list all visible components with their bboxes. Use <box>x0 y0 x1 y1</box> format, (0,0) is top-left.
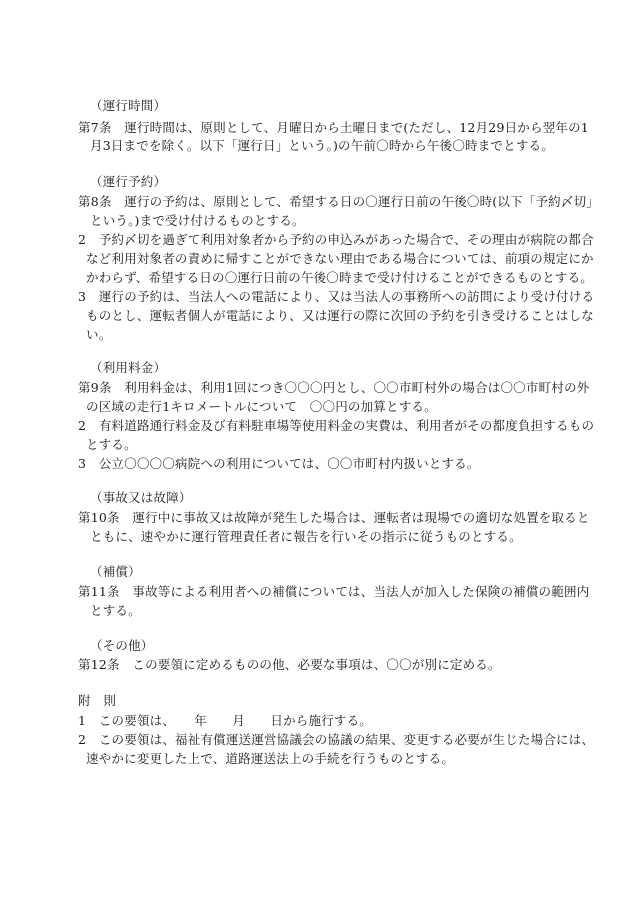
article-9-para-3-line-1: 3 公立〇〇〇〇病院への利用については、〇〇市町村内扱いとする。 <box>78 456 480 471</box>
article-10-line-1: 第10条 運行中に事故又は故障が発生した場合は、運転者は現場での適切な処置を取ると <box>78 510 590 525</box>
article-8-line-1: 第8条 運行の予約は、原則として、希望する日の〇運行日前の午後〇時(以下「予約〆切」 <box>78 194 599 209</box>
article-8-line-2: という。)まで受け付けるものとする。 <box>90 213 305 228</box>
article-8-para-3-line-2: ものとし、運転者個人が電話により、又は運行の際に次回の予約を引き受けることはしな <box>86 308 595 323</box>
supplementary-para-2-line-1: 2 この要領は、福祉有償運送運営協議会の協議の結果、変更する必要が生じた場合には、 <box>78 732 595 747</box>
article-8-para-3-line-1: 3 運行の予約は、当法人への電話により、又は当法人の事務所への訪問により受け付ける <box>78 289 595 304</box>
article-9-para-2-line-1: 2 有料道路通行料金及び有料駐車場等使用料金の実費は、利用者がその都度負担するもの <box>78 418 595 433</box>
article-11-heading: （補償） <box>90 564 141 579</box>
article-9-para-2-line-2: とする。 <box>86 437 137 452</box>
article-11-line-2: とする。 <box>90 603 141 618</box>
article-10-line-2: ともに、速やかに運行管理責任者に報告を行いその指示に従うものとする。 <box>90 529 522 544</box>
article-9-line-1: 第9条 利用料金は、利用1回につき〇〇〇円とし、〇〇市町村外の場合は〇〇市町村の外 <box>78 380 590 395</box>
article-10-heading: （事故又は故障） <box>90 490 192 505</box>
article-8-para-2-line-3: かわらず、希望する日の〇運行日前の午後〇時まで受け付けることができるものとする。 <box>86 270 594 285</box>
article-7-heading: （運行時間） <box>90 98 167 113</box>
article-7-line-2: 月3日までを除く。以下「運行日」という。)の午前〇時から午後〇時までとする。 <box>90 138 554 153</box>
article-9-line-2: の区域の走行1キロメートルについて 〇〇円の加算とする。 <box>86 399 437 414</box>
supplementary-para-2-line-2: 速やかに変更した上で、道路運送法上の手続を行うものとする。 <box>86 751 455 766</box>
article-8-para-2-line-2: など利用対象者の責めに帰すことができない理由である場合については、前項の規定にか <box>86 251 594 266</box>
article-8-para-3-line-3: い。 <box>86 327 112 342</box>
article-8-heading: （運行予約） <box>90 174 167 189</box>
article-9-heading: （利用料金） <box>90 360 167 375</box>
supplementary-title: 附 則 <box>78 693 117 708</box>
supplementary-para-1: 1 この要領は、 年 月 日から施行する。 <box>78 713 373 728</box>
article-12-heading: （その他） <box>90 638 154 653</box>
article-11-line-1: 第11条 事故等による利用者への補償については、当法人が加入した保険の補償の範囲内 <box>78 584 590 599</box>
article-8-para-2-line-1: 2 予約〆切を過ぎて利用対象者から予約の申込みがあった場合で、その理由が病院の都合 <box>78 232 594 247</box>
article-7-line-1: 第7条 運行時間は、原則として、月曜日から土曜日まで(ただし、12月29日から翌年の1 <box>78 120 589 135</box>
article-12-line-1: 第12条 この要領に定めるものの他、必要な事項は、〇〇が別に定める。 <box>78 657 501 672</box>
